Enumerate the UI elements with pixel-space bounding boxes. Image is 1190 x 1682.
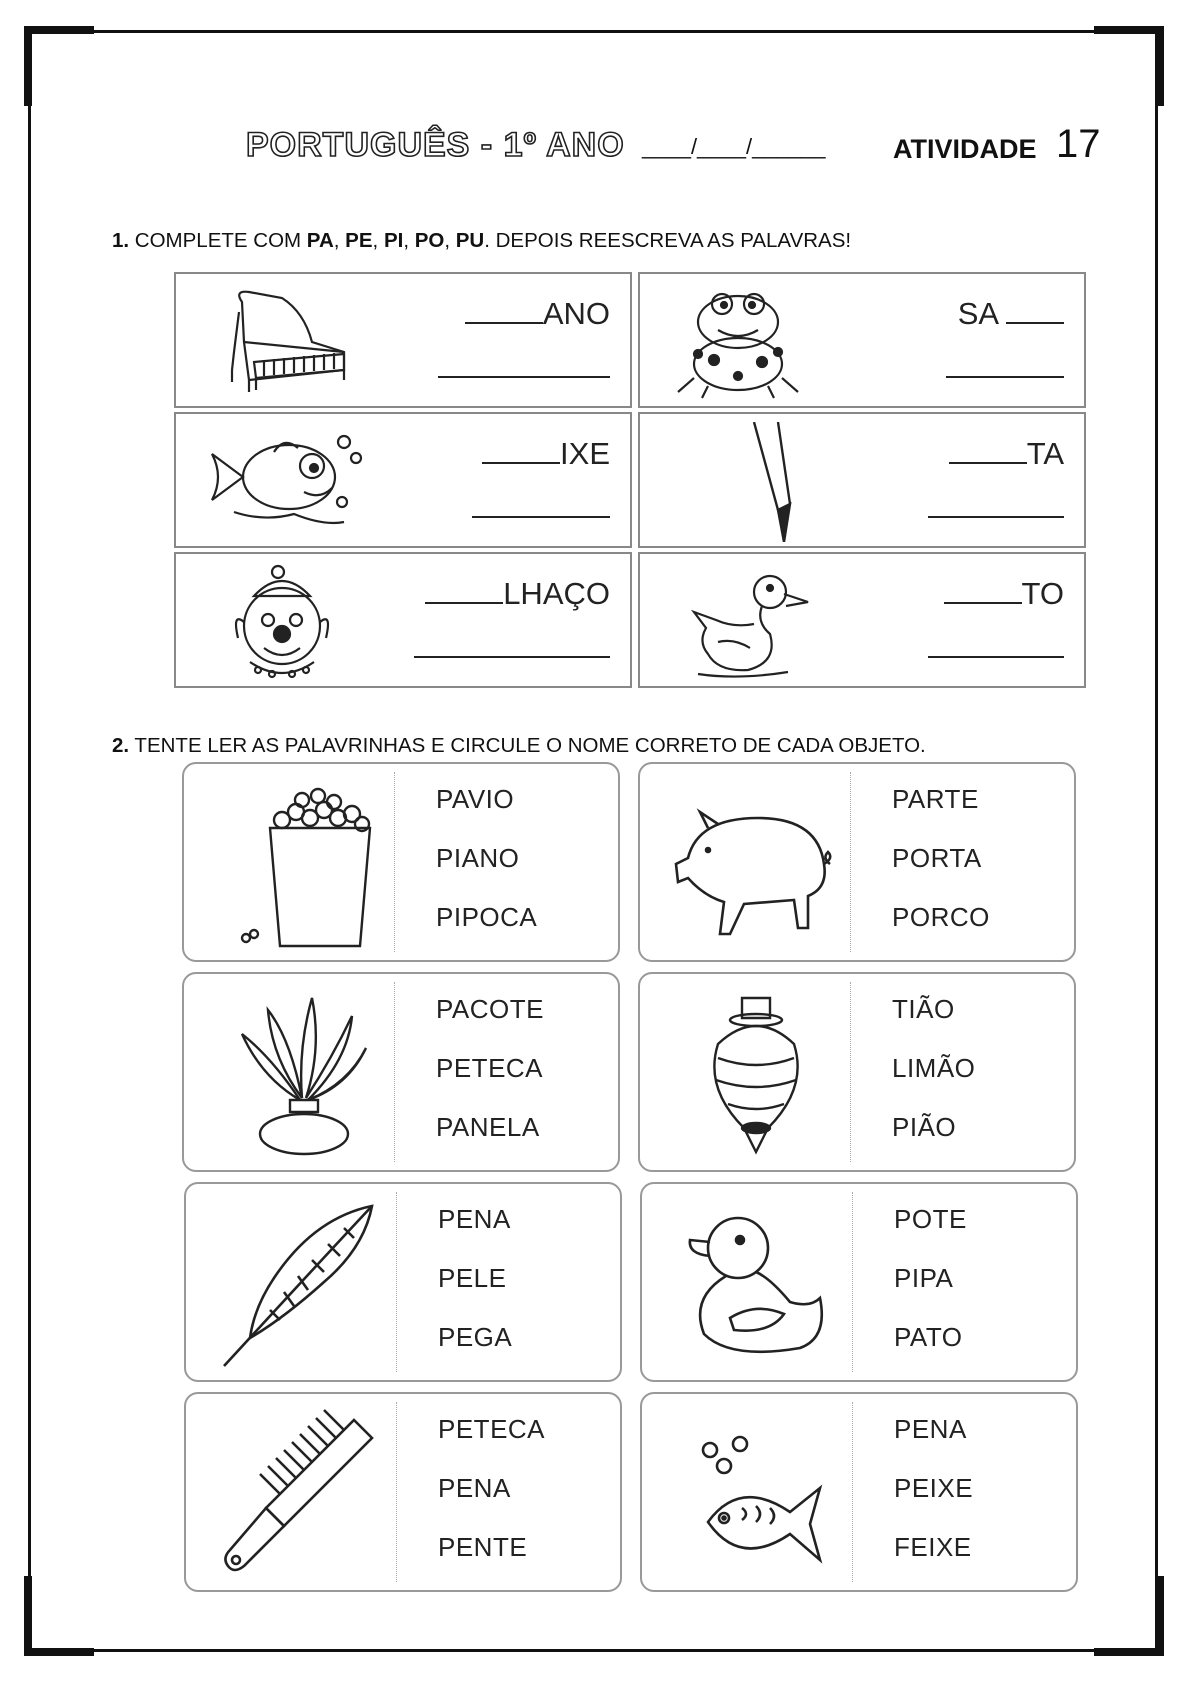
- fish-bubbles-image: [660, 1408, 840, 1578]
- ex1-card-frog: [638, 272, 1086, 408]
- rewrite-line[interactable]: [414, 654, 610, 658]
- card-divider: [850, 982, 851, 1162]
- option-word[interactable]: PENA: [438, 1473, 511, 1503]
- card-divider: [852, 1192, 853, 1372]
- duck-image: [658, 562, 833, 682]
- option-word[interactable]: PELE: [438, 1263, 507, 1293]
- word-suffix: LHAÇO: [503, 576, 610, 611]
- ex1-word: [465, 296, 610, 332]
- frame-corner-tl: [24, 26, 94, 34]
- frame-corner-tr-v: [1156, 26, 1164, 106]
- ex2-card-comb: [184, 1392, 622, 1592]
- rewrite-line[interactable]: [928, 514, 1064, 518]
- popcorn-image: [202, 778, 382, 948]
- option-word[interactable]: PENTE: [438, 1532, 528, 1562]
- option-word[interactable]: PACOTE: [436, 994, 544, 1024]
- word-suffix: IXE: [560, 436, 610, 471]
- option-word[interactable]: POTE: [894, 1204, 967, 1234]
- option-word[interactable]: FEIXE: [894, 1532, 972, 1562]
- separator: ,: [403, 229, 415, 252]
- comb-image: [204, 1408, 384, 1578]
- activity-number: 17: [1056, 122, 1101, 166]
- ex1-word: [425, 576, 610, 612]
- instruction-text: TENTE LER AS PALAVRINHAS E CIRCULE O NOME CORRETO DE CADA OBJETO.: [129, 734, 926, 757]
- frame-corner-br-v: [1156, 1576, 1164, 1656]
- frame-corner-br: [1094, 1648, 1164, 1656]
- option-word[interactable]: PORCO: [892, 902, 990, 932]
- answer-blank[interactable]: [465, 296, 543, 324]
- separator: ,: [333, 229, 346, 252]
- word-suffix: ANO: [542, 296, 610, 331]
- spinning-top-image: [658, 988, 838, 1158]
- syllable-pu: PU: [455, 229, 485, 252]
- ex2-card-popcorn: [182, 762, 620, 962]
- exercise-2-number: 2.: [112, 734, 130, 757]
- clown-image: [194, 562, 369, 682]
- card-divider: [396, 1192, 397, 1372]
- answer-blank[interactable]: [949, 436, 1027, 464]
- exercise-1-instruction: [112, 229, 851, 253]
- option-word[interactable]: TIÃO: [892, 994, 955, 1024]
- answer-blank[interactable]: [1006, 296, 1064, 324]
- ex1-word: [944, 576, 1065, 612]
- card-divider: [850, 772, 851, 952]
- syllable-pe: PE: [345, 229, 373, 252]
- option-word[interactable]: PIÃO: [892, 1112, 957, 1142]
- ex1-card-fish: [174, 412, 632, 548]
- worksheet-header: [0, 120, 1190, 180]
- option-word[interactable]: PIANO: [436, 843, 520, 873]
- answer-blank[interactable]: [944, 576, 1022, 604]
- ex1-card-clown: [174, 552, 632, 688]
- separator: ,: [372, 229, 384, 252]
- answer-blank[interactable]: [425, 576, 503, 604]
- frog-image: [658, 282, 833, 402]
- option-word[interactable]: PAVIO: [436, 784, 515, 814]
- option-word[interactable]: LIMÃO: [892, 1053, 976, 1083]
- card-divider: [852, 1402, 853, 1582]
- shuttlecock-image: [202, 988, 382, 1158]
- rewrite-line[interactable]: [472, 514, 610, 518]
- card-divider: [394, 982, 395, 1162]
- syllable-po: PO: [414, 229, 445, 252]
- frame-corner-tl-v: [24, 26, 32, 106]
- exercise-1-number: 1.: [112, 229, 130, 252]
- ex2-card-shuttlecock: [182, 972, 620, 1172]
- fish-image: [194, 422, 369, 542]
- card-divider: [394, 772, 395, 952]
- page-title: PORTUGUÊS - 1º ANO: [246, 126, 625, 164]
- option-word[interactable]: PETECA: [436, 1053, 544, 1083]
- ex1-card-piano: [174, 272, 632, 408]
- card-divider: [396, 1402, 397, 1582]
- pencil-image: [658, 422, 833, 542]
- option-word[interactable]: PARTE: [892, 784, 979, 814]
- option-word[interactable]: PENA: [894, 1414, 967, 1444]
- rewrite-line[interactable]: [438, 374, 610, 378]
- option-word[interactable]: PORTA: [892, 843, 982, 873]
- option-word[interactable]: PANELA: [436, 1112, 540, 1142]
- date-field[interactable]: ____/____/______: [642, 134, 826, 159]
- rubber-duck-image: [660, 1198, 840, 1368]
- option-word[interactable]: PIPOCA: [436, 902, 538, 932]
- separator: ,: [444, 229, 456, 252]
- exercise-2-instruction: [112, 734, 926, 758]
- answer-blank[interactable]: [482, 436, 560, 464]
- ex2-card-rubber-duck: [640, 1182, 1078, 1382]
- syllable-pi: PI: [383, 229, 404, 252]
- word-suffix: TA: [1026, 436, 1064, 471]
- activity-label: ATIVIDADE: [893, 134, 1037, 164]
- ex2-card-pig: [638, 762, 1076, 962]
- ex1-word: [482, 436, 610, 472]
- option-word[interactable]: PEIXE: [894, 1473, 974, 1503]
- ex1-card-duck: [638, 552, 1086, 688]
- ex2-card-spinning-top: [638, 972, 1076, 1172]
- ex1-word: [949, 436, 1064, 472]
- option-word[interactable]: PETECA: [438, 1414, 546, 1444]
- option-word[interactable]: PENA: [438, 1204, 511, 1234]
- option-word[interactable]: PEGA: [438, 1322, 513, 1352]
- rewrite-line[interactable]: [946, 374, 1064, 378]
- word-prefix: SA: [957, 296, 1006, 331]
- syllable-pa: PA: [306, 229, 334, 252]
- frame-corner-bl: [24, 1648, 94, 1656]
- ex2-card-fish: [640, 1392, 1078, 1592]
- ex1-card-pencil: [638, 412, 1086, 548]
- feather-image: [204, 1198, 384, 1368]
- ex1-word: [958, 296, 1064, 332]
- pig-image: [658, 778, 838, 948]
- ex2-card-feather: [184, 1182, 622, 1382]
- frame-corner-bl-v: [24, 1576, 32, 1656]
- piano-image: [194, 282, 369, 402]
- word-suffix: TO: [1021, 576, 1064, 611]
- rewrite-line[interactable]: [928, 654, 1064, 658]
- instruction-text: COMPLETE COM: [129, 229, 307, 252]
- option-word[interactable]: PATO: [894, 1322, 963, 1352]
- option-word[interactable]: PIPA: [894, 1263, 954, 1293]
- frame-corner-tr: [1094, 26, 1164, 34]
- instruction-text: . DEPOIS REESCREVA AS PALAVRAS!: [484, 229, 852, 252]
